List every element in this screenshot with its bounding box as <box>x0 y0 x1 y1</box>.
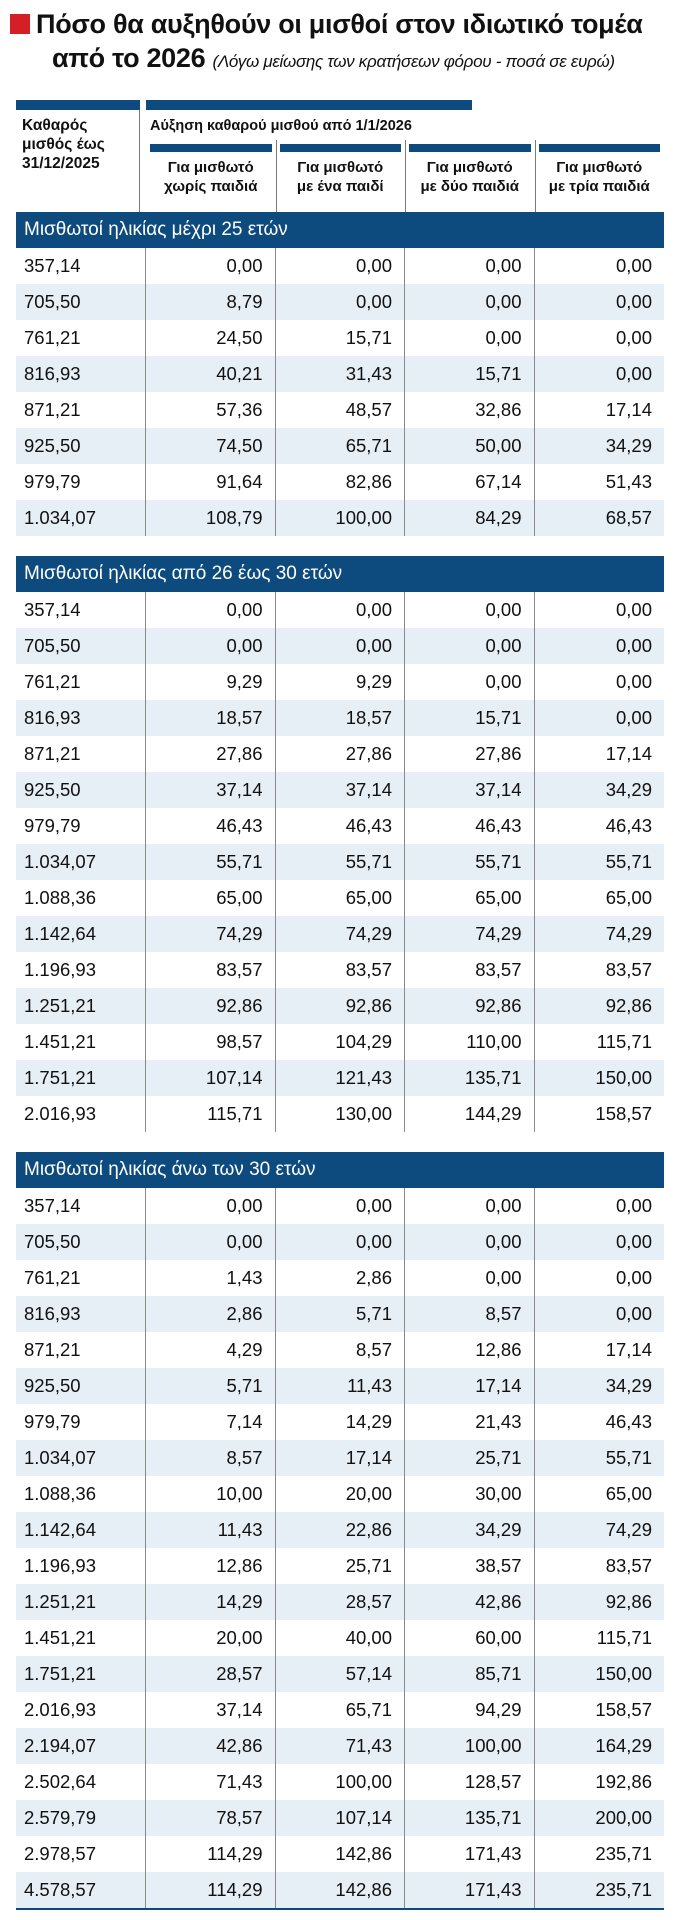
cell-increase: 28,57 <box>276 1584 406 1620</box>
cell-increase: 85,71 <box>405 1656 535 1692</box>
cell-increase: 100,00 <box>276 500 406 536</box>
cell-net-salary: 871,21 <box>16 1332 146 1368</box>
table-row <box>16 988 664 1024</box>
cell-increase: 8,57 <box>146 1440 276 1476</box>
cell-increase: 14,29 <box>276 1404 406 1440</box>
cell-net-salary: 1.251,21 <box>16 988 146 1024</box>
cell-increase: 32,86 <box>405 392 535 428</box>
header-net-salary: Καθαρός μισθός έως 31/12/2025 <box>16 110 140 212</box>
cell-net-salary: 1.196,93 <box>16 952 146 988</box>
table-row <box>16 1188 664 1224</box>
cell-increase: 34,29 <box>405 1512 535 1548</box>
cell-increase: 0,00 <box>146 628 276 664</box>
cell-increase: 0,00 <box>615 671 652 692</box>
cell-increase: 37,14 <box>405 772 535 808</box>
cell-increase: 71,43 <box>146 1764 276 1800</box>
table-row <box>16 1728 664 1764</box>
cell-net-salary: 816,93 <box>16 356 146 392</box>
cell-net-salary: 1.088,36 <box>16 880 146 916</box>
cell-increase: 18,57 <box>146 700 276 736</box>
cell-increase: 115,71 <box>596 1627 652 1648</box>
cell-net-salary: 979,79 <box>16 464 146 500</box>
cell-increase: 78,57 <box>146 1800 276 1836</box>
cell-increase: 0,00 <box>405 1188 535 1224</box>
cell-increase: 15,71 <box>276 320 406 356</box>
cell-increase: 65,00 <box>276 880 406 916</box>
cell-increase: 17,14 <box>276 1440 406 1476</box>
cell-increase: 25,71 <box>405 1440 535 1476</box>
cell-net-salary: 816,93 <box>16 700 146 736</box>
cell-increase: 235,71 <box>595 1843 652 1864</box>
cell-increase: 9,29 <box>146 664 276 700</box>
cell-increase: 83,57 <box>405 952 535 988</box>
header-bar-left <box>16 100 140 110</box>
cell-increase: 17,14 <box>605 399 652 420</box>
table-row <box>16 500 664 536</box>
cell-increase: 74,29 <box>146 916 276 952</box>
cell-net-salary: 1.034,07 <box>16 844 146 880</box>
cell-increase: 0,00 <box>276 628 406 664</box>
cell-increase: 0,00 <box>405 664 535 700</box>
cell-increase: 27,86 <box>146 736 276 772</box>
cell-increase: 14,29 <box>146 1584 276 1620</box>
cell-increase: 17,14 <box>605 1339 652 1360</box>
cell-increase: 150,00 <box>595 1067 652 1088</box>
cell-net-salary: 357,14 <box>16 248 146 284</box>
cell-increase: 92,86 <box>605 1591 652 1612</box>
cell-net-salary: 979,79 <box>16 1404 146 1440</box>
cell-increase: 57,14 <box>276 1656 406 1692</box>
cell-net-salary: 357,14 <box>16 1188 146 1224</box>
title-line-1: Πόσο θα αυξηθούν οι μισθοί στον ιδιωτικό τομέα <box>36 9 643 39</box>
cell-increase: 121,43 <box>276 1060 406 1096</box>
table-row <box>16 1332 664 1368</box>
cell-increase: 144,29 <box>405 1096 535 1132</box>
cell-increase: 34,29 <box>605 435 652 456</box>
table-row <box>16 952 664 988</box>
cell-increase: 0,00 <box>615 327 652 348</box>
cell-increase: 0,00 <box>146 248 276 284</box>
cell-increase: 37,14 <box>146 772 276 808</box>
cell-net-salary: 705,50 <box>16 284 146 320</box>
cell-increase: 74,29 <box>605 1519 652 1540</box>
cell-net-salary: 4.578,57 <box>16 1872 146 1908</box>
cell-increase: 68,57 <box>605 507 652 528</box>
cell-increase: 0,00 <box>405 592 535 628</box>
cell-increase: 158,57 <box>595 1699 652 1720</box>
cell-increase: 40,00 <box>276 1620 406 1656</box>
cell-increase: 0,00 <box>405 1260 535 1296</box>
cell-net-salary: 1.751,21 <box>16 1656 146 1692</box>
cell-increase: 34,29 <box>605 779 652 800</box>
cell-increase: 65,71 <box>276 428 406 464</box>
cell-increase: 0,00 <box>405 248 535 284</box>
cell-increase: 9,29 <box>276 664 406 700</box>
table-row <box>16 1800 664 1836</box>
table-row <box>16 1404 664 1440</box>
cell-net-salary: 2.502,64 <box>16 1764 146 1800</box>
table-row <box>16 356 664 392</box>
cell-increase: 128,57 <box>405 1764 535 1800</box>
cell-net-salary: 761,21 <box>16 1260 146 1296</box>
cell-increase: 11,43 <box>276 1368 406 1404</box>
cell-increase: 50,00 <box>405 428 535 464</box>
table-body <box>16 212 664 1910</box>
cell-increase: 115,71 <box>596 1031 652 1052</box>
cell-net-salary: 2.579,79 <box>16 1800 146 1836</box>
cell-increase: 12,86 <box>405 1332 535 1368</box>
cell-net-salary: 1.751,21 <box>16 1060 146 1096</box>
table-row <box>16 1476 664 1512</box>
cell-increase: 55,71 <box>605 1447 652 1468</box>
cell-increase: 0,00 <box>615 1267 652 1288</box>
cell-net-salary: 816,93 <box>16 1296 146 1332</box>
section-header: Μισθωτοί ηλικίας μέχρι 25 ετών <box>16 212 664 248</box>
cell-increase: 25,71 <box>276 1548 406 1584</box>
cell-net-salary: 925,50 <box>16 1368 146 1404</box>
cell-increase: 92,86 <box>605 995 652 1016</box>
table-header <box>16 110 664 212</box>
cell-net-salary: 761,21 <box>16 664 146 700</box>
cell-increase: 67,14 <box>405 464 535 500</box>
cell-increase: 71,43 <box>276 1728 406 1764</box>
table-row <box>16 1512 664 1548</box>
cell-increase: 100,00 <box>276 1764 406 1800</box>
cell-net-salary: 761,21 <box>16 320 146 356</box>
cell-increase: 55,71 <box>605 851 652 872</box>
cell-increase: 235,71 <box>595 1879 652 1900</box>
cell-net-salary: 925,50 <box>16 428 146 464</box>
table-row <box>16 844 664 880</box>
cell-increase: 83,57 <box>276 952 406 988</box>
cell-increase: 0,00 <box>146 1188 276 1224</box>
cell-increase: 0,00 <box>405 284 535 320</box>
table-row <box>16 1692 664 1728</box>
cell-net-salary: 871,21 <box>16 392 146 428</box>
header-bar-right <box>146 100 472 110</box>
cell-increase: 200,00 <box>595 1807 652 1828</box>
cell-increase: 65,00 <box>405 880 535 916</box>
cell-increase: 60,00 <box>405 1620 535 1656</box>
cell-increase: 74,29 <box>405 916 535 952</box>
cell-increase: 37,14 <box>146 1692 276 1728</box>
table-row <box>16 320 664 356</box>
cell-increase: 0,00 <box>276 592 406 628</box>
cell-increase: 0,00 <box>615 363 652 384</box>
cell-increase: 7,14 <box>146 1404 276 1440</box>
cell-increase: 74,50 <box>146 428 276 464</box>
cell-increase: 130,00 <box>276 1096 406 1132</box>
cell-increase: 17,14 <box>605 743 652 764</box>
header-group-label: Αύξηση καθαρού μισθού από 1/1/2026 <box>150 118 412 134</box>
cell-increase: 135,71 <box>405 1800 535 1836</box>
cell-increase: 2,86 <box>276 1260 406 1296</box>
cell-increase: 27,86 <box>276 736 406 772</box>
cell-increase: 65,00 <box>605 887 652 908</box>
cell-increase: 142,86 <box>276 1836 406 1872</box>
cell-increase: 74,29 <box>276 916 406 952</box>
cell-increase: 65,00 <box>146 880 276 916</box>
cell-increase: 17,14 <box>405 1368 535 1404</box>
cell-increase: 65,00 <box>605 1483 652 1504</box>
cell-increase: 55,71 <box>405 844 535 880</box>
cell-increase: 0,00 <box>146 1224 276 1260</box>
cell-increase: 37,14 <box>276 772 406 808</box>
cell-increase: 0,00 <box>276 284 406 320</box>
cell-increase: 15,71 <box>405 700 535 736</box>
cell-increase: 110,00 <box>405 1024 535 1060</box>
cell-increase: 42,86 <box>146 1728 276 1764</box>
cell-increase: 135,71 <box>405 1060 535 1096</box>
table-row <box>16 464 664 500</box>
cell-increase: 98,57 <box>146 1024 276 1060</box>
cell-increase: 0,00 <box>276 248 406 284</box>
header-col-two-children: Για μισθωτό με δύο παιδιά <box>405 144 535 212</box>
table-row <box>16 1224 664 1260</box>
cell-increase: 158,57 <box>595 1103 652 1124</box>
table-row <box>16 1584 664 1620</box>
table-row <box>16 284 664 320</box>
cell-increase: 0,00 <box>405 628 535 664</box>
subtitle: (Λόγω μείωσης των κρατήσεων φόρου - ποσά σε ευρώ) <box>212 52 615 71</box>
page-title <box>10 6 674 78</box>
cell-increase: 30,00 <box>405 1476 535 1512</box>
table-row <box>16 1060 664 1096</box>
cell-increase: 28,57 <box>146 1656 276 1692</box>
cell-increase: 46,43 <box>276 808 406 844</box>
cell-increase: 0,00 <box>146 592 276 628</box>
table-row <box>16 592 664 628</box>
cell-increase: 12,86 <box>146 1548 276 1584</box>
table-row <box>16 808 664 844</box>
table-row <box>16 1548 664 1584</box>
table-row <box>16 880 664 916</box>
cell-increase: 0,00 <box>615 291 652 312</box>
cell-increase: 11,43 <box>146 1512 276 1548</box>
cell-increase: 15,71 <box>405 356 535 392</box>
cell-increase: 0,00 <box>276 1188 406 1224</box>
table-row <box>16 1024 664 1060</box>
cell-net-salary: 1.251,21 <box>16 1584 146 1620</box>
cell-increase: 0,00 <box>405 320 535 356</box>
table-row <box>16 392 664 428</box>
cell-increase: 108,79 <box>146 500 276 536</box>
cell-net-salary: 357,14 <box>16 592 146 628</box>
cell-increase: 57,36 <box>146 392 276 428</box>
cell-increase: 104,29 <box>276 1024 406 1060</box>
cell-net-salary: 1.142,64 <box>16 916 146 952</box>
table-row <box>16 428 664 464</box>
cell-increase: 91,64 <box>146 464 276 500</box>
cell-increase: 192,86 <box>595 1771 652 1792</box>
section-header: Μισθωτοί ηλικίας από 26 έως 30 ετών <box>16 556 664 592</box>
header-col-three-children: Για μισθωτό με τρία παιδιά <box>535 144 665 212</box>
cell-increase: 27,86 <box>405 736 535 772</box>
table-row <box>16 736 664 772</box>
table-row <box>16 1872 664 1908</box>
table-row <box>16 1440 664 1476</box>
cell-increase: 20,00 <box>146 1620 276 1656</box>
cell-increase: 21,43 <box>405 1404 535 1440</box>
cell-net-salary: 2.194,07 <box>16 1728 146 1764</box>
cell-increase: 115,71 <box>146 1096 276 1132</box>
cell-increase: 94,29 <box>405 1692 535 1728</box>
cell-increase: 4,29 <box>146 1332 276 1368</box>
cell-increase: 22,86 <box>276 1512 406 1548</box>
table-row <box>16 1620 664 1656</box>
cell-increase: 92,86 <box>146 988 276 1024</box>
cell-increase: 107,14 <box>276 1800 406 1836</box>
cell-increase: 46,43 <box>605 1411 652 1432</box>
red-square-icon <box>10 14 30 34</box>
table-row <box>16 1260 664 1296</box>
cell-net-salary: 1.142,64 <box>16 1512 146 1548</box>
cell-increase: 83,57 <box>146 952 276 988</box>
cell-increase: 83,57 <box>605 959 652 980</box>
cell-net-salary: 1.451,21 <box>16 1024 146 1060</box>
cell-increase: 150,00 <box>595 1663 652 1684</box>
table-row <box>16 628 664 664</box>
cell-increase: 38,57 <box>405 1548 535 1584</box>
cell-increase: 0,00 <box>615 1231 652 1252</box>
header-col-no-children: Για μισθωτό χωρίς παιδιά <box>146 144 276 212</box>
table-row <box>16 700 664 736</box>
cell-increase: 100,00 <box>405 1728 535 1764</box>
cell-increase: 142,86 <box>276 1872 406 1908</box>
cell-net-salary: 925,50 <box>16 772 146 808</box>
cell-increase: 10,00 <box>146 1476 276 1512</box>
table-row <box>16 664 664 700</box>
table-row <box>16 1764 664 1800</box>
cell-increase: 0,00 <box>615 255 652 276</box>
cell-increase: 74,29 <box>605 923 652 944</box>
cell-net-salary: 1.034,07 <box>16 1440 146 1476</box>
cell-increase: 8,57 <box>276 1332 406 1368</box>
cell-increase: 31,43 <box>276 356 406 392</box>
cell-increase: 92,86 <box>405 988 535 1024</box>
cell-increase: 8,57 <box>405 1296 535 1332</box>
cell-increase: 40,21 <box>146 356 276 392</box>
header-col-one-child: Για μισθωτό με ένα παιδί <box>276 144 406 212</box>
cell-net-salary: 1.196,93 <box>16 1548 146 1584</box>
cell-increase: 0,00 <box>615 1303 652 1324</box>
table-row <box>16 1368 664 1404</box>
table-row <box>16 1296 664 1332</box>
cell-increase: 55,71 <box>146 844 276 880</box>
cell-increase: 171,43 <box>405 1836 535 1872</box>
cell-increase: 34,29 <box>605 1375 652 1396</box>
cell-increase: 1,43 <box>146 1260 276 1296</box>
cell-increase: 171,43 <box>405 1872 535 1908</box>
cell-increase: 2,86 <box>146 1296 276 1332</box>
cell-net-salary: 1.034,07 <box>16 500 146 536</box>
cell-net-salary: 705,50 <box>16 1224 146 1260</box>
cell-net-salary: 979,79 <box>16 808 146 844</box>
cell-net-salary: 705,50 <box>16 628 146 664</box>
cell-increase: 46,43 <box>146 808 276 844</box>
cell-net-salary: 1.451,21 <box>16 1620 146 1656</box>
cell-increase: 92,86 <box>276 988 406 1024</box>
cell-increase: 8,79 <box>146 284 276 320</box>
table-row <box>16 1096 664 1132</box>
cell-increase: 0,00 <box>615 1195 652 1216</box>
cell-increase: 0,00 <box>615 599 652 620</box>
cell-increase: 83,57 <box>605 1555 652 1576</box>
table-row <box>16 772 664 808</box>
cell-net-salary: 2.978,57 <box>16 1836 146 1872</box>
cell-increase: 24,50 <box>146 320 276 356</box>
section-gap <box>16 1132 664 1152</box>
cell-net-salary: 2.016,93 <box>16 1692 146 1728</box>
table-row <box>16 248 664 284</box>
cell-increase: 18,57 <box>276 700 406 736</box>
cell-increase: 84,29 <box>405 500 535 536</box>
cell-increase: 48,57 <box>276 392 406 428</box>
section-header: Μισθωτοί ηλικίας άνω των 30 ετών <box>16 1152 664 1188</box>
cell-increase: 42,86 <box>405 1584 535 1620</box>
cell-increase: 0,00 <box>276 1224 406 1260</box>
table-row <box>16 1836 664 1872</box>
cell-increase: 164,29 <box>595 1735 652 1756</box>
cell-increase: 46,43 <box>605 815 652 836</box>
cell-net-salary: 871,21 <box>16 736 146 772</box>
cell-increase: 114,29 <box>146 1836 276 1872</box>
cell-increase: 0,00 <box>615 707 652 728</box>
table-row <box>16 916 664 952</box>
cell-increase: 107,14 <box>146 1060 276 1096</box>
cell-increase: 0,00 <box>615 635 652 656</box>
table-row <box>16 1656 664 1692</box>
cell-increase: 0,00 <box>405 1224 535 1260</box>
cell-net-salary: 1.088,36 <box>16 1476 146 1512</box>
table-bottom-line <box>16 1908 664 1910</box>
title-line-2: από το 2026 <box>52 43 206 73</box>
cell-increase: 65,71 <box>276 1692 406 1728</box>
cell-net-salary: 2.016,93 <box>16 1096 146 1132</box>
section-gap <box>16 536 664 556</box>
cell-increase: 20,00 <box>276 1476 406 1512</box>
cell-increase: 46,43 <box>405 808 535 844</box>
cell-increase: 5,71 <box>146 1368 276 1404</box>
cell-increase: 5,71 <box>276 1296 406 1332</box>
cell-increase: 55,71 <box>276 844 406 880</box>
cell-increase: 51,43 <box>605 471 652 492</box>
cell-increase: 114,29 <box>146 1872 276 1908</box>
cell-increase: 82,86 <box>276 464 406 500</box>
